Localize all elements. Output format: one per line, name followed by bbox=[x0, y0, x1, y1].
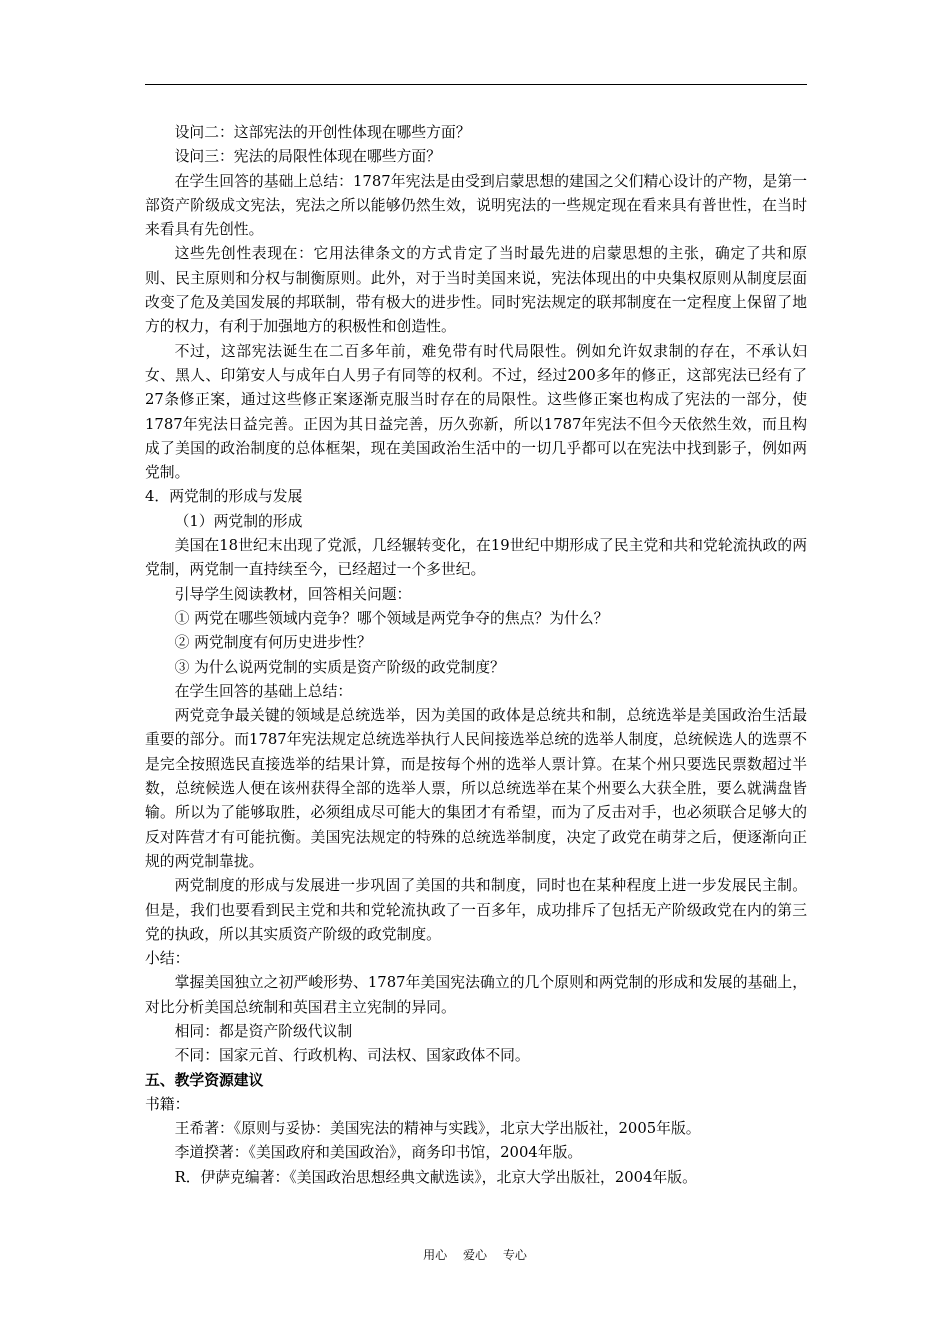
question-item-2: ② 两党制度有何历史进步性？ bbox=[174, 634, 372, 652]
book-item-2: 李道揆著：《美国政府和美国政治》，商务印书馆，2004年版。 bbox=[174, 1144, 583, 1162]
formation-paragraph: 美国在18世纪末出现了党派，几经辗转变化，在19世纪中期形成了民主党和共和党轮流执政的两党制，两党制一直持续至今，已经超过一个多世纪。 bbox=[145, 537, 807, 579]
summary-intro: 在学生回答的基础上总结： bbox=[174, 682, 353, 700]
footer-word-1: 用心 bbox=[423, 1248, 448, 1262]
similarity-line: 相同：都是资产阶级代议制 bbox=[174, 1022, 353, 1040]
footer-word-3: 专心 bbox=[502, 1248, 527, 1262]
question-two: 设问二：这部宪法的开创性体现在哪些方面？ bbox=[174, 124, 471, 141]
book-item-1: 王希著：《原则与妥协：美国宪法的精神与实践》，北京大学出版社，2005年版。 bbox=[174, 1120, 701, 1138]
section-heading-two-party: 4．两党制的形成与发展 bbox=[145, 488, 303, 506]
consolidation-paragraph: 两党制度的形成与发展进一步巩固了美国的共和制度，同时也在某种程度上进一步发展民主制。但是，我们也要看到民主党和共和党轮流执政了一百多年，成功排斥了包括无产阶级政党在内的第三党的执政，所以其实质资产阶级的政党制度。 bbox=[145, 877, 807, 943]
summary-paragraph: 在学生回答的基础上总结：1787年宪法是由受到启蒙思想的建国之父们精心设计的产物，是第一部资产阶级成文宪法，宪法之所以能够仍然生效，说明宪法的一些规定现在看来具有普世性，在当时来看具有先创性。 bbox=[145, 172, 807, 239]
guide-reading: 引导学生阅读教材，回答相关问题： bbox=[174, 585, 412, 603]
header-rule bbox=[145, 84, 807, 85]
document-body bbox=[145, 121, 807, 1190]
book-item-3: R．伊萨克编著：《美国政治思想经典文献选读》，北京大学出版社，2004年版。 bbox=[174, 1168, 697, 1186]
limitations-paragraph: 不过，这部宪法诞生在二百多年前，难免带有时代局限性。例如允许奴隶制的存在，不承认妇女、黑人、印第安人与成年白人男子有同等的权利。不过，经过200多年的修正，这部宪法已经有了27条修正案，通过这些修正案逐渐克服当时存在的局限性。这些修正案也构成了宪法的一部分，使1787年宪法日益完善。正因为其日益完善，历久弥新，所以1787年宪法不但今天依然生效，而且构成了美国的政治制度的总体框架，现在美国政治生活中的一切几乎都可以在宪法中找到影子，例如两党制。 bbox=[145, 342, 807, 482]
conclusion-label: 小结： bbox=[145, 950, 190, 968]
page-footer bbox=[0, 1246, 950, 1263]
section-heading-resources: 五、教学资源建议 bbox=[145, 1071, 264, 1089]
footer-word-2: 爱心 bbox=[462, 1248, 487, 1262]
question-three: 设问三：宪法的局限性体现在哪些方面？ bbox=[174, 148, 441, 166]
election-paragraph: 两党竞争最关键的领域是总统选举，因为美国的政体是总统共和制，总统选举是美国政治生活最重要的部分。而1787年宪法规定总统选举执行人民间接选举总统的选举人制度，总统候选人的选票不是完全按照选民直接选举的结果计算，而是按每个州的选举人票计算。在某个州只要选民票数超过半数，总统候选人便在该州获得全部的选举人票，所以总统选举在某个州要么大获全胜，要么就满盘皆输。所以为了能够取胜，必须组成尽可能大的集团才有希望，而为了反击对手，也必须联合足够大的反对阵营才有可能抗衡。美国宪法规定的特殊的总统选举制度，决定了政党在萌芽之后，便逐渐向正规的两党制靠拢。 bbox=[145, 707, 807, 870]
question-item-3: ③ 为什么说两党制的实质是资产阶级的政党制度？ bbox=[174, 658, 505, 676]
subheading-formation: （1）两党制的形成 bbox=[174, 512, 303, 530]
question-item-1: ① 两党在哪些领域内竞争？哪个领域是两党争夺的焦点？为什么？ bbox=[174, 609, 609, 627]
conclusion-paragraph: 掌握美国独立之初严峻形势、1787年美国宪法确立的几个原则和两党制的形成和发展的基础上，对比分析美国总统制和英国君主立宪制的异同。 bbox=[145, 974, 807, 1016]
pioneering-paragraph: 这些先创性表现在：它用法律条文的方式肯定了当时最先进的启蒙思想的主张，确定了共和原则、民主原则和分权与制衡原则。此外，对于当时美国来说，宪法体现出的中央集权原则从制度层面改变了危及美国发展的邦联制，带有极大的进步性。同时宪法规定的联邦制度在一定程度上保留了地方的权力，有利于加强地方的积极性和创造性。 bbox=[145, 245, 807, 336]
difference-line: 不同：国家元首、行政机构、司法权、国家政体不同。 bbox=[174, 1047, 530, 1065]
books-label: 书籍： bbox=[145, 1095, 190, 1113]
